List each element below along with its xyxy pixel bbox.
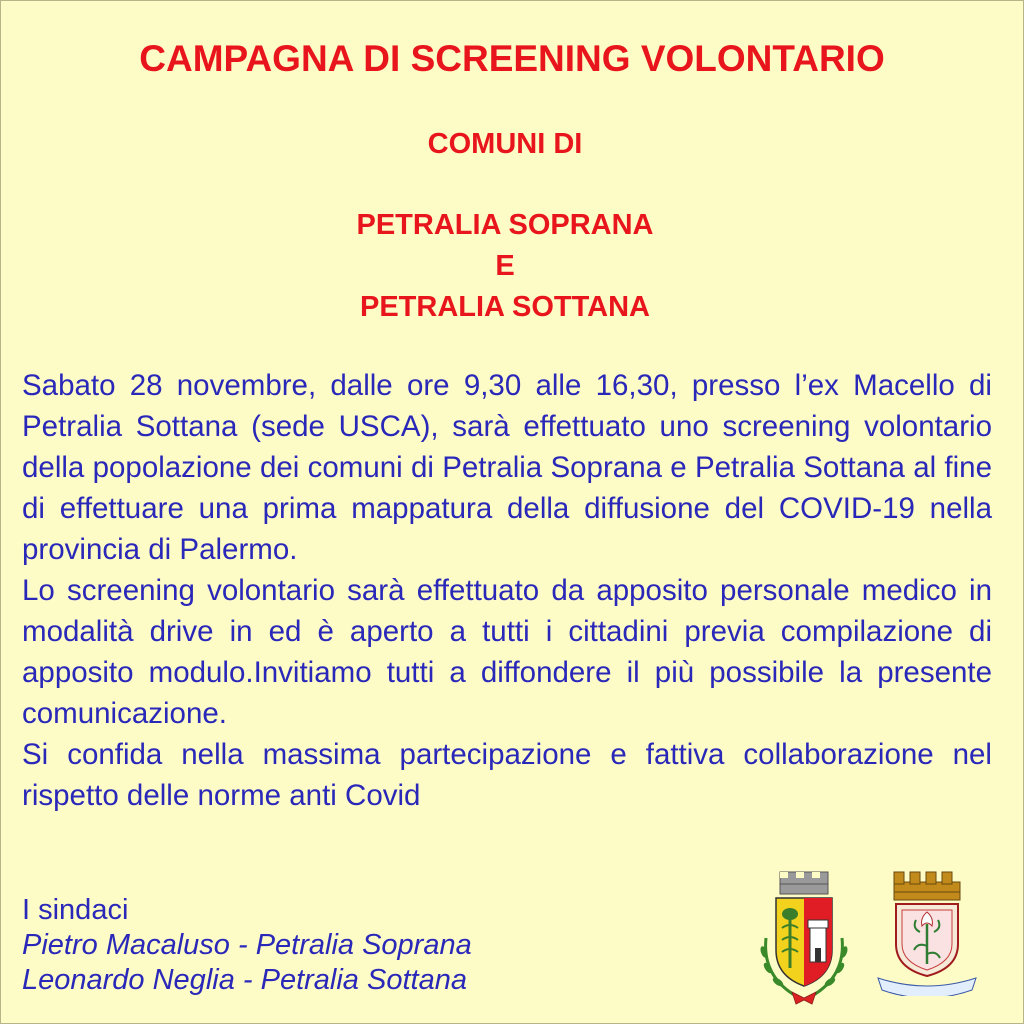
poster-title: CAMPAGNA DI SCREENING VOLONTARIO (139, 38, 885, 79)
town-name-1: PETRALIA SOPRANA (356, 209, 654, 241)
signoff-label: I sindaci (22, 894, 129, 926)
paragraph-event-details: Sabato 28 novembre, dalle ore 9,30 alle 16,30, presso l’ex Macello di Petralia Sottana (sede USCA), sarà effettuato uno screening volontario della popolazione dei comuni di Petralia Soprana e Petralia Sottana al fine di effettuare una prima mappatura della diffusione del COVID-19 nella provincia di Palermo. (22, 369, 992, 566)
paragraph-screening-info: Lo screening volontario sarà effettuato da apposito personale medico in modalità drive in ed è aperto a tutti i cittadini previa compilazione di apposito modulo.Invitiamo tutti a diffondere il più possibile la presente comunicazione. (22, 574, 992, 730)
petralia-sottana-coat-of-arms-icon (872, 868, 982, 996)
town-conjunction: E (495, 250, 515, 282)
signatory-sottana: Leonardo Neglia - Petralia Sottana (22, 964, 467, 996)
signature-block (22, 893, 472, 998)
towns-heading (0, 205, 1010, 328)
announcement-body (22, 365, 992, 816)
town-name-2: PETRALIA SOTTANA (360, 291, 650, 323)
paragraph-closing: Si confida nella massima partecipazione e fattiva collaborazione nel rispetto delle norme anti Covid (22, 738, 992, 812)
petralia-soprana-coat-of-arms-icon (752, 868, 856, 1008)
poster-subtitle: COMUNI DI (427, 128, 583, 160)
signatory-soprana: Pietro Macaluso - Petralia Soprana (22, 929, 472, 961)
